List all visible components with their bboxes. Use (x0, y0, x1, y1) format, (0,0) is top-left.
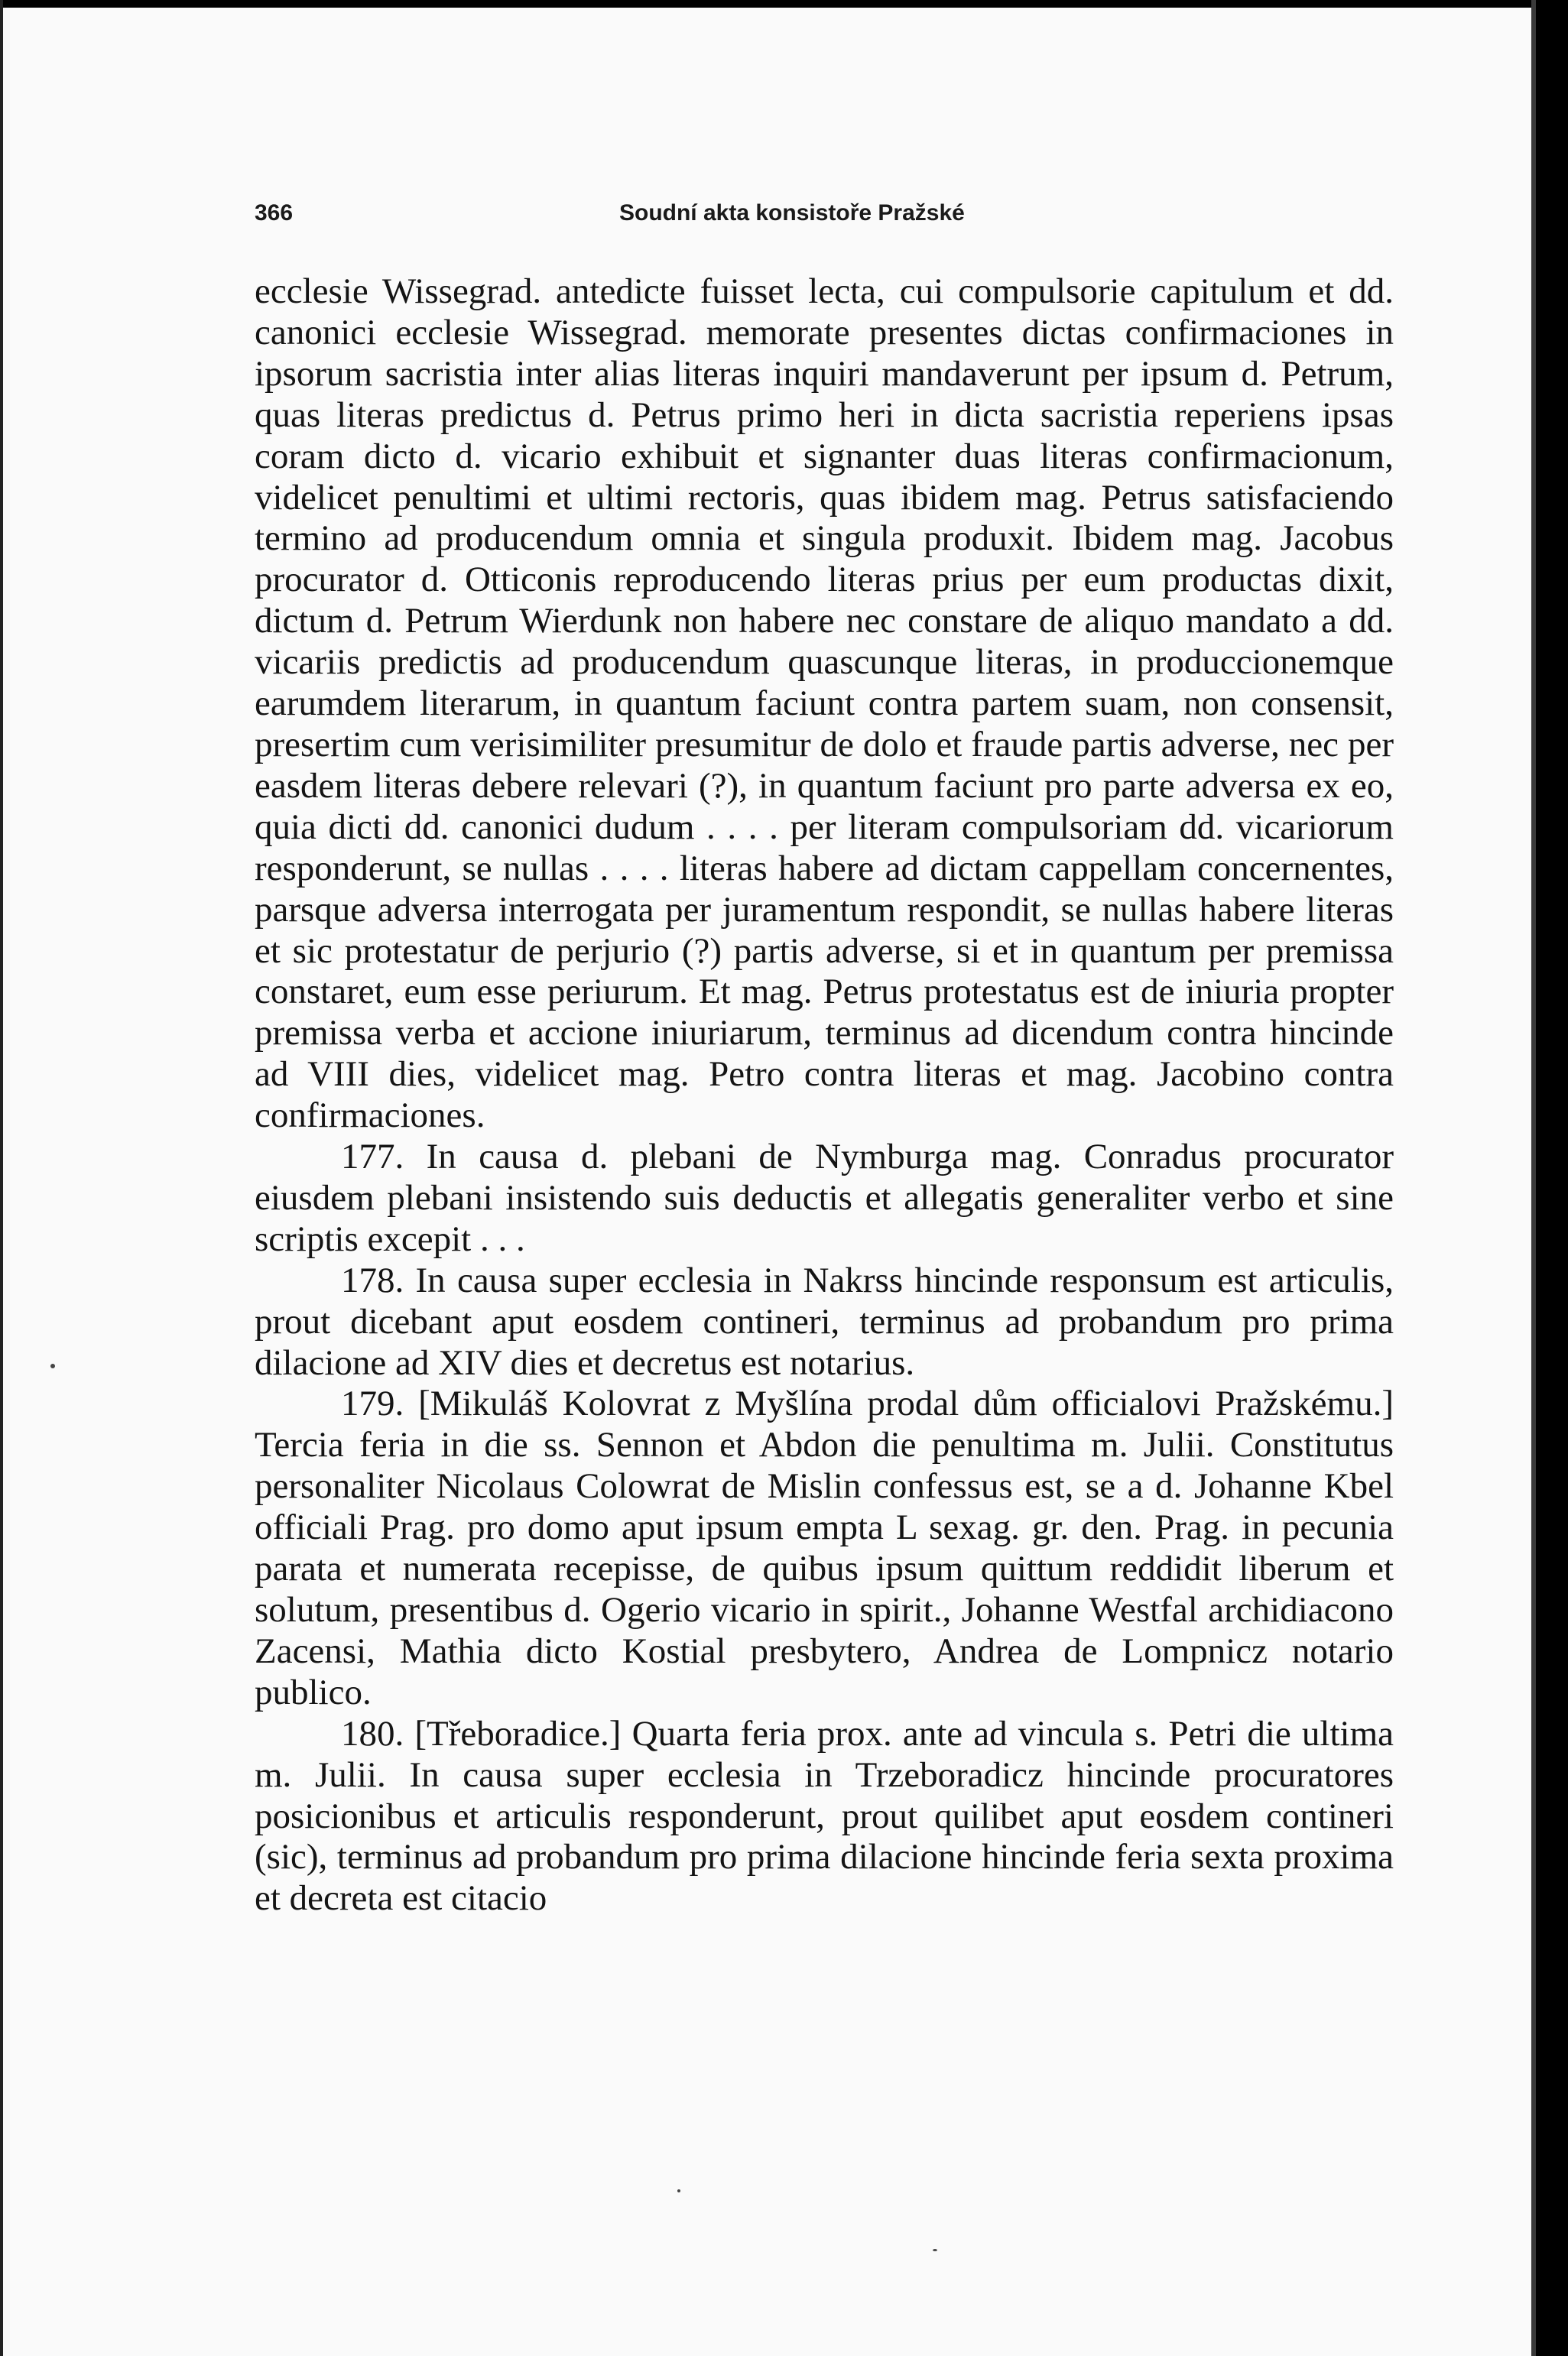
paragraph-continuation: ecclesie Wissegrad. antedicte fuisset lecta, cui compulsorie capitulum et dd. canonici ecclesie Wissegrad. memorate presentes dictas confirmaciones in ipsorum sacristia inter alias literas inquiri mandaverunt per ipsum d. Petrum, quas literas predictus d. Petrus primo heri in dicta sacristia reperiens ipsas coram dicto d. vicario exhibuit et signanter duas literas confirmacionum, videlicet penultimi et ultimi rectoris, quas ibidem mag. Petrus satisfaciendo termino ad producendum omnia et singula produxit. Ibidem mag. Jacobus procurator d. Otticonis reproducendo literas prius per eum productas dixit, dictum d. Petrum Wierdunk non habere nec constare de aliquo mandato a dd. vicariis predictis ad producendum quascunque literas, in produccionemque earumdem literarum, in quantum faciunt contra partem suam, non consensit, presertim cum verisimiliter presumitur de dolo et fraude partis adverse, nec per easdem literas debere relevari (?), in quantum faciunt pro parte adversa ex eo, quia dicti dd. canonici dudum . . . . per literam compulsoriam dd. vicariorum responderunt, se nullas . . . . literas habere ad dictam cappellam concernentes, parsque adversa interrogata per juramentum respondit, se nullas habere literas et sic protestatur de perjurio (?) partis adverse, si et in quantum per premissa constaret, eum esse periurum. Et mag. Petrus protestatus est de iniuria propter premissa verba et accione iniuriarum, terminus ad dicendum contra hincinde ad VIII dies, videlicet mag. Petro contra literas et mag. Jacobino contra confirmaciones. (255, 271, 1394, 1136)
scan-border-right (1536, 0, 1568, 2356)
page-number: 366 (255, 200, 294, 226)
entry-178: 178. In causa super ecclesia in Nakrss hincinde responsum est articulis, prout dicebant aput eosdem contineri, terminus ad probandum pro prima dilacione ad XIV dies et decretus est notarius. (255, 1260, 1394, 1383)
scan-speck (677, 2189, 680, 2192)
scan-border-left (0, 0, 3, 2356)
scan-speck (50, 1364, 55, 1368)
scan-border-top (0, 0, 1568, 8)
running-title: Soudní akta konsistoře Pražské (619, 200, 965, 226)
entry-177: 177. In causa d. plebani de Nymburga mag. Conradus procurator eiusdem plebani insistendo suis deductis et allegatis generaliter verbo et sine scriptis excepit . . . (255, 1137, 1394, 1259)
body-text (255, 271, 1394, 1920)
entry-179: 179. [Mikuláš Kolovrat z Myšlína prodal dům officialovi Pražskému.] Tercia feria in die ss. Sennon et Abdon die penultima m. Julii. Constitutus personaliter Nicolaus Colowrat de Mislin confessus est, se a d. Johanne Kbel officiali Prag. pro domo aput ipsum empta L sexag. gr. den. Prag. in pecunia parata et numerata recepisse, de quibus ipsum quittum reddidit liberum et solutum, presentibus d. Ogerio vicario in spirit., Johanne Westfal archidiacono Zacensi, Mathia dicto Kostial presbytero, Andrea de Lompnicz notario publico. (255, 1384, 1394, 1712)
page-header (255, 200, 1394, 231)
scan-speck (933, 2249, 937, 2251)
entry-180: 180. [Třeboradice.] Quarta feria prox. ante ad vincula s. Petri die ultima m. Julii. In causa super ecclesia in Trzeboradicz hincinde procuratores posicionibus et articulis responderunt, prout quilibet aput eosdem contineri (sic), terminus ad probandum pro prima dilacione hincinde feria sexta proxima et decreta est citacio (255, 1713, 1394, 1919)
